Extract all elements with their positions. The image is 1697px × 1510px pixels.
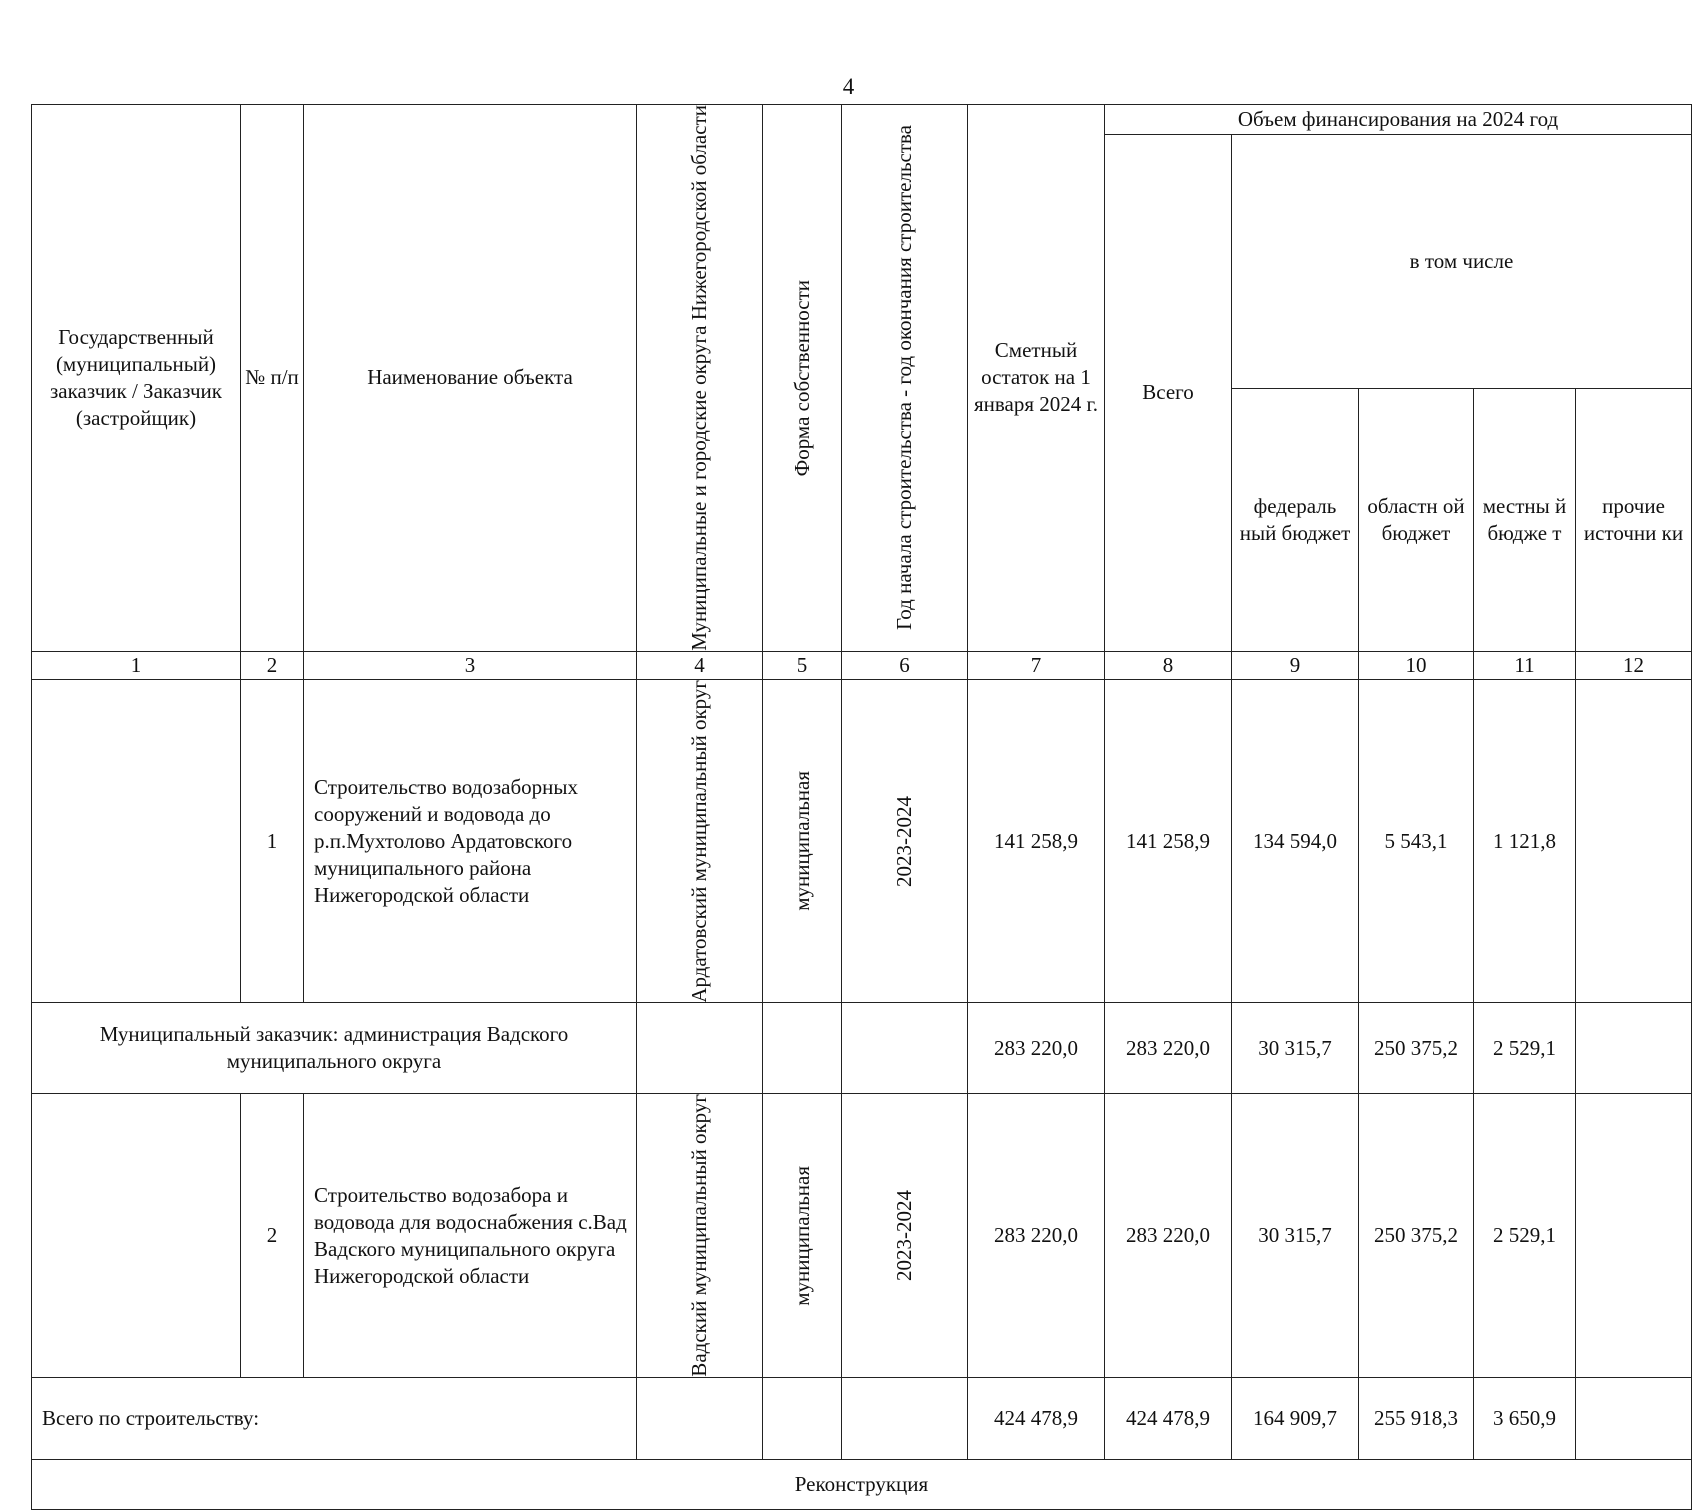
summary-total: 424 478,9 [1105,1378,1232,1460]
row1-years [842,679,968,1003]
header-object-name: Наименование объекта [304,105,637,652]
row2-regional: 250 375,2 [1359,1094,1474,1378]
row1-years-text: 2023-2024 [892,795,916,887]
customer2-other [1576,1003,1692,1094]
row1-regional: 5 543,1 [1359,679,1474,1003]
column-number: 7 [968,651,1105,679]
summary-row [32,1378,1692,1460]
header-including: в том числе [1232,135,1692,389]
header-ownership-text: Форма собственности [789,279,814,477]
row1-estimate: 141 258,9 [968,679,1105,1003]
row1-object-name: Строительство водозаборных сооружений и водовода до р.п.Мухтолово Ардатовского муниципального района Нижегородской области [304,679,637,1003]
customer2-label: Муниципальный заказчик: администрация Вадского муниципального округа [32,1003,637,1094]
row2-local: 2 529,1 [1474,1094,1576,1378]
row2-other [1576,1094,1692,1378]
summary-estimate: 424 478,9 [968,1378,1105,1460]
row1-ownership-text: муниципальная [789,771,814,911]
customer2-local: 2 529,1 [1474,1003,1576,1094]
row1-district-text: Ардатовский муниципальный округ [687,679,711,1003]
customer2-total: 283 220,0 [1105,1003,1232,1094]
row1-federal: 134 594,0 [1232,679,1359,1003]
row1-local: 1 121,8 [1474,679,1576,1003]
customer2-ownership [763,1003,842,1094]
column-number: 3 [304,651,637,679]
column-number: 6 [842,651,968,679]
header-local: местны й бюдже т [1474,388,1576,651]
row1-customer [32,679,241,1003]
header-total: Всего [1105,135,1232,652]
table-row [32,1003,1692,1094]
row2-years-text: 2023-2024 [892,1190,916,1282]
row2-customer [32,1094,241,1378]
summary-years [842,1378,968,1460]
row1-other [1576,679,1692,1003]
summary-federal: 164 909,7 [1232,1378,1359,1460]
customer2-years [842,1003,968,1094]
row2-federal: 30 315,7 [1232,1094,1359,1378]
summary-other [1576,1378,1692,1460]
column-number: 11 [1474,651,1576,679]
column-number: 2 [241,651,304,679]
summary-local: 3 650,9 [1474,1378,1576,1460]
row2-ownership [763,1094,842,1378]
section-row [32,1460,1692,1510]
column-numbers-row [32,651,1692,679]
row1-total: 141 258,9 [1105,679,1232,1003]
summary-label: Всего по строительству: [32,1378,637,1460]
row1-number: 1 [241,679,304,1003]
header-customer: Государственный (муниципальный) заказчик / Заказчик (застройщик) [32,105,241,652]
row2-number: 2 [241,1094,304,1378]
table-row [32,679,1692,1003]
column-number: 12 [1576,651,1692,679]
header-years-text: Год начала строительства - год окончания строительства [892,125,916,631]
summary-district [637,1378,763,1460]
row2-total: 283 220,0 [1105,1094,1232,1378]
header-other: прочие источни ки [1576,388,1692,651]
section-reconstruction: Реконструкция [32,1460,1692,1510]
column-number: 8 [1105,651,1232,679]
row2-years [842,1094,968,1378]
header-federal: федераль ный бюджет [1232,388,1359,651]
header-districts-text: Муниципальные и городские округа Нижегородской области [687,105,711,651]
row1-district [637,679,763,1003]
customer2-regional: 250 375,2 [1359,1003,1474,1094]
row2-ownership-text: муниципальная [789,1165,814,1306]
row2-district-text: Вадский муниципальный округ [687,1094,711,1378]
header-funding: Объем финансирования на 2024 год [1105,105,1692,135]
summary-ownership [763,1378,842,1460]
header-districts [637,105,763,652]
row2-object-name: Строительство водозабора и водовода для водоснабжения с.Вад Вадского муниципального округа Нижегородской области [304,1094,637,1378]
column-number: 5 [763,651,842,679]
row1-ownership [763,679,842,1003]
column-number: 9 [1232,651,1359,679]
header-number: № п/п [241,105,304,652]
column-number: 10 [1359,651,1474,679]
header-regional: областн ой бюджет [1359,388,1474,651]
page-number: 4 [842,74,855,99]
customer2-federal: 30 315,7 [1232,1003,1359,1094]
financing-table [31,104,1692,1510]
header-ownership [763,105,842,652]
row2-estimate: 283 220,0 [968,1094,1105,1378]
customer2-district [637,1003,763,1094]
row2-district [637,1094,763,1378]
header-years [842,105,968,652]
column-number: 1 [32,651,241,679]
column-number: 4 [637,651,763,679]
table-row [32,1094,1692,1378]
summary-regional: 255 918,3 [1359,1378,1474,1460]
customer2-estimate: 283 220,0 [968,1003,1105,1094]
header-estimate: Сметный остаток на 1 января 2024 г. [968,105,1105,652]
